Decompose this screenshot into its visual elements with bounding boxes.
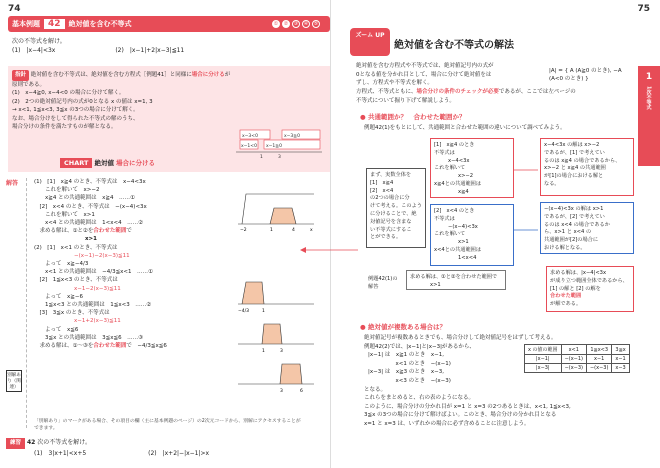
solution-divider xyxy=(26,178,27,428)
graph-label: 6 xyxy=(300,389,303,394)
box-line: るのは x<4 の場合であるか xyxy=(544,221,610,228)
level-icon: ③ xyxy=(293,21,299,27)
solution-answer: x>1 xyxy=(74,236,97,243)
case-table xyxy=(524,344,630,373)
example-tag: 基本例題 xyxy=(12,20,40,28)
table-cell: 3≦x xyxy=(612,345,629,355)
box-line: 不等式は xyxy=(434,215,455,222)
solution-line: x−1+2(x−3)≦11 xyxy=(74,318,121,325)
solution-tag: 解答 xyxy=(6,180,19,187)
box-line: なる。 xyxy=(544,180,560,187)
box-line: これを解いて xyxy=(434,165,466,172)
box-line: が成り立つ範囲全体であるから、 xyxy=(550,277,628,284)
solution-number-line-2 xyxy=(236,274,316,394)
box-line: が[1]の場合における解と xyxy=(544,173,604,180)
section-line: 例題42(2)では、|x−1|と|x−3|があるから、 xyxy=(364,343,475,350)
box-line: x≧4との共通範囲は xyxy=(434,180,482,187)
solution-line: 1≦x<3 との共通範囲は 1≦x<3 ……② xyxy=(34,302,152,309)
table-cell: x<1 xyxy=(561,345,586,355)
chart-text: 絶対値 xyxy=(94,159,114,167)
note-box-1 xyxy=(540,138,634,196)
section-line: 3≦x の3つの場合に分けて解けばよい。このとき、場合分けの分かれ目となる xyxy=(364,412,557,419)
hint-line: (1) x−4≧0, x−4<0 の場合に分けて解く。 xyxy=(12,90,125,96)
box-line: とができる。 xyxy=(370,234,402,241)
solution-line: 求める解は、①〜③を xyxy=(34,343,94,350)
section-heading-text: 絶対値が複数ある場合は？ xyxy=(367,323,446,331)
solution-highlight: 合わせた範囲 xyxy=(93,343,127,350)
hint-line: なお、場合分けをして得られた不等式の解のうち、 xyxy=(12,115,139,122)
graph-label: 3 xyxy=(280,389,283,394)
box-line: まず、実数全体を xyxy=(370,172,412,178)
section-line: これらをまとめると、右の表のようになる。 xyxy=(364,395,475,402)
box-line: −(x−4)<3x xyxy=(448,223,478,230)
section-line: x<3 のとき −(x−3) xyxy=(368,377,451,384)
section-line: |x−3| は x≧3 のとき x−3, xyxy=(368,369,445,376)
table-cell: |x−3| xyxy=(525,364,562,373)
hint-line: 原則である。 xyxy=(12,81,46,88)
hint-tag: 指針 xyxy=(12,70,29,81)
section-heading-1: ● 共通範囲か？ 合わせた範囲か？ xyxy=(360,113,466,121)
hint-line: → x<1, 1≦x<3, 3≦x の3つの場合に分けて解く。 xyxy=(12,107,139,113)
box-line: るのは x≧4 の場合であるから、 xyxy=(544,157,621,164)
intro-line: 0となる値を分かれ目として、場合に分けて絶対値をは xyxy=(356,71,492,78)
box-line: の2つの場合に分 xyxy=(370,195,410,202)
box-line: であるが、[2] で考えてい xyxy=(544,213,605,220)
box-line: [1] x≧4 のとき xyxy=(434,142,475,148)
chapter-tab xyxy=(638,66,660,166)
intro-text-2 xyxy=(356,88,636,105)
table-row xyxy=(525,364,630,373)
table-cell: −(x−3) xyxy=(561,364,586,373)
graph-label: x xyxy=(310,228,313,233)
box-line: x≧4 xyxy=(458,188,469,195)
solution-line: 求める解は、①と②を xyxy=(34,228,94,235)
table-cell: x−1 xyxy=(586,355,611,364)
footnote: 「別解あり」のマークがある場合、その項目の欄（主に基本例題のページ）の2次元コードから、別解にアクセスすることができます。 xyxy=(34,419,301,431)
hint-mini-label: x−3≧0 xyxy=(284,134,300,139)
box-line: [1] x≧4 xyxy=(370,179,394,186)
box-line: 求める解は、|x−4|<3x xyxy=(550,270,607,276)
box-line: x>−2 と x≧4 の共通範囲 xyxy=(544,165,606,172)
intro-text xyxy=(356,62,546,88)
box-line: けて考える。このよう xyxy=(370,203,422,210)
zoom-up-badge: ズーム UP xyxy=(350,28,390,56)
solution-line: x<1 との共通範囲は −4/3≦x<1 ……① xyxy=(34,269,153,276)
problem-q1: (1) |x−4|<3x xyxy=(12,47,56,54)
table-cell: −(x−3) xyxy=(586,364,611,373)
solution-line: x<4 との共通範囲は 1<x<4 ……② xyxy=(34,220,144,227)
hint-mini-label: 3 xyxy=(278,155,281,160)
solution-line: [3] 3≦x のとき、不等式は xyxy=(34,310,110,317)
difficulty-levels xyxy=(272,20,320,28)
hint-highlight: 場合に分ける xyxy=(191,72,225,78)
solution-line: よって x≧−6 xyxy=(34,293,83,300)
level-icon: ④ xyxy=(303,21,309,27)
box-line: x>1 xyxy=(430,281,441,288)
section-heading-text: 共通範囲か？ 合わせた範囲か？ xyxy=(367,113,466,121)
graph-label: −4/3 xyxy=(238,309,250,314)
box-line: が解である。 xyxy=(550,301,582,308)
connector-arrows xyxy=(300,130,550,280)
note-box-3 xyxy=(546,266,634,312)
problem-intro: 次の不等式を解け。 xyxy=(12,38,66,45)
example-label: 例題42(1)の解答 xyxy=(368,276,398,290)
chart-highlight: 場合に分ける xyxy=(116,159,156,167)
box-line: 対値記号を含まな xyxy=(370,218,412,225)
solution-line: x−1−2(x−3)≦11 xyxy=(74,285,121,292)
box-line: x>1 xyxy=(458,239,469,246)
page-number-right: 75 xyxy=(637,4,650,14)
page-number-left: 74 xyxy=(8,4,21,14)
section-line: 絶対値記号が複数あるときでも、場合分けして絶対値記号をはずして考える。 xyxy=(364,335,557,341)
solution-line: で −4/3≦x≦6 xyxy=(126,343,167,350)
chapter-sub: 1次不等式 xyxy=(645,86,652,110)
solution-line: 3≦x との共通範囲は 3≦x≦6 ……③ xyxy=(34,334,144,341)
solution-line: x≧4 との共通範囲は x≧4 ……① xyxy=(34,195,135,202)
abs-definition: |A| = { A (A≧0 のとき), −A (A<0 のとき) } xyxy=(546,64,628,86)
level-icon: ⑤ xyxy=(313,21,319,27)
box-line: これを解いて xyxy=(434,231,466,238)
hint-line: 絶対値を含む不等式は、絶対値を含む方程式［例題41］と同様に xyxy=(30,72,192,78)
solution-line: で xyxy=(126,228,132,235)
section-line: となる。 xyxy=(364,386,387,393)
solution-line: [2] 1≦x<3 のとき、不等式は xyxy=(34,277,118,284)
box-line: ら、x>1 と x<4 の xyxy=(544,229,592,236)
graph-label: 1 xyxy=(270,228,273,233)
graph-label: 1 xyxy=(262,349,265,354)
level-icon: ① xyxy=(273,21,279,27)
section-line: |x−1| は x≧1 のとき x−1, xyxy=(368,352,445,359)
table-cell: x の値の範囲 xyxy=(525,345,562,355)
hint-mini-label: 1 xyxy=(260,155,263,160)
example-header xyxy=(8,16,330,32)
graph-label: −2 xyxy=(240,228,247,233)
hint-mini-label: x−1≧0 xyxy=(266,144,282,149)
box-line: x<4との共通範囲は xyxy=(434,246,482,253)
exercise xyxy=(6,438,326,458)
solution-line: [2] x<4 のとき、不等式は −(x−4)<3x xyxy=(34,203,147,210)
intro-line: であるが、ここでは左ページの xyxy=(498,89,576,95)
solution-highlight: 合わせた範囲 xyxy=(93,228,127,235)
problem-q2: (2) |x−1|+2|x−3|≦11 xyxy=(115,47,185,54)
table-cell: x−3 xyxy=(612,364,629,373)
chapter-number: 1 xyxy=(645,72,653,82)
intro-line: 不等式について掘り下げて解説しよう。 xyxy=(356,97,455,104)
hint-mini-label: x−3<0 xyxy=(242,134,258,139)
box-line: −(x−4)<3x の解は x>1 xyxy=(544,206,604,212)
table-cell: x−1 xyxy=(612,355,629,364)
solution-line: (1) [1] x≧4 のとき、不等式は x−4<3x xyxy=(34,179,146,185)
box-line: [2] x<4 xyxy=(370,187,394,194)
section-line: x<1 のとき −(x−1) xyxy=(368,360,451,367)
graph-label: 1 xyxy=(262,309,265,314)
solution-line: よって x≦6 xyxy=(34,326,79,333)
table-row xyxy=(525,345,630,355)
intro-highlight: 場合分けの条件のチェックが必要 xyxy=(416,89,499,95)
box-line: [1] の解と [2] の解を xyxy=(550,285,601,292)
example-title: 絶対値を含む不等式 xyxy=(68,20,132,28)
box-line: x>−2 xyxy=(458,173,474,180)
exercise-intro: 次の不等式を解け。 xyxy=(37,439,91,446)
graph-label: 3 xyxy=(280,349,283,354)
box-line: x−4<3x の解は x>−2 xyxy=(544,142,600,148)
hint-line: (2) 2つの絶対値記号内の式が0となる x の値は x=1, 3 xyxy=(12,98,153,105)
section-heading-2: ● 絶対値が複数ある場合は？ xyxy=(360,323,446,331)
table-cell: |x−1| xyxy=(525,355,562,364)
hint-line: が xyxy=(224,72,231,78)
box-line: い不等式にするこ xyxy=(370,226,412,233)
alt-solution-badge: 別解あり（関連） xyxy=(6,370,22,392)
box-line: 不等式は xyxy=(434,149,455,156)
problem-statement xyxy=(8,34,330,66)
exercise-q2: (2) |x+2|−|x−1|>x xyxy=(148,450,210,457)
intro-line: 方程式、不等式ともに、 xyxy=(356,89,417,95)
level-icon: ② xyxy=(283,21,289,27)
hint-box xyxy=(8,66,330,172)
box-line: 1<x<4 xyxy=(458,254,477,261)
hint-mini-label: x−1<0 xyxy=(241,144,257,149)
chart-tag: CHART xyxy=(60,158,92,168)
box-line: に分けることで、絶 xyxy=(370,210,417,217)
box-line: 共通範囲が[2]の場合に xyxy=(544,237,599,244)
right-page-title: 絶対値を含む不等式の解法 xyxy=(394,40,514,51)
table-cell: 1≦x<3 xyxy=(586,345,611,355)
exercise-number: 42 xyxy=(26,439,36,446)
solution-line: (2) [1] x<1 のとき、不等式は xyxy=(34,244,118,251)
box-line: x−4<3x xyxy=(448,157,470,164)
exercise-tag: 練習 xyxy=(6,438,25,449)
box-line: おける解となる。 xyxy=(544,244,586,251)
solution-line: これを解いて x>1 xyxy=(34,211,95,218)
box-line: [2] x<4 のとき xyxy=(434,208,475,214)
section-line: x=1 と x=3 は、いずれかの場合に必ず含めることに注意しよう。 xyxy=(364,420,530,427)
solution-line: よって x≧−4/3 xyxy=(34,261,89,268)
example-number: 42 xyxy=(44,19,65,29)
section-line: このように、場合分けの分かれ目が x=1 と x=3 の2つあるときは、x<1, 1≦x<3, xyxy=(364,403,571,410)
box-line: 求める解は、①と②を合わせた範囲で xyxy=(410,274,498,280)
solution-line: −(x−1)−2(x−3)≦11 xyxy=(74,252,130,259)
exercise-q1: (1) 3|x+1|<x+5 xyxy=(34,450,87,457)
note-box-2 xyxy=(540,202,634,254)
box-line: であるが、[1] で考えてい xyxy=(544,149,605,156)
graph-label: 4 xyxy=(292,228,295,233)
intro-line: 絶対値を含む方程式や不等式では、絶対値記号内の式が xyxy=(356,63,494,69)
table-row xyxy=(525,355,630,364)
intro-line: ずし、方程式や不等式を解く。 xyxy=(356,80,433,87)
solution-line: これを解いて x>−2 xyxy=(34,187,100,194)
hint-line: 場合分けの条件を満たすものが解となる。 xyxy=(12,124,117,130)
table-cell: −(x−1) xyxy=(561,355,586,364)
section-text-1: 例題42(1)をもとにして、共通範囲と合わせた範囲の違いについて調べてみよう。 xyxy=(364,125,566,131)
box-line: 合わせた範囲 xyxy=(550,293,582,300)
